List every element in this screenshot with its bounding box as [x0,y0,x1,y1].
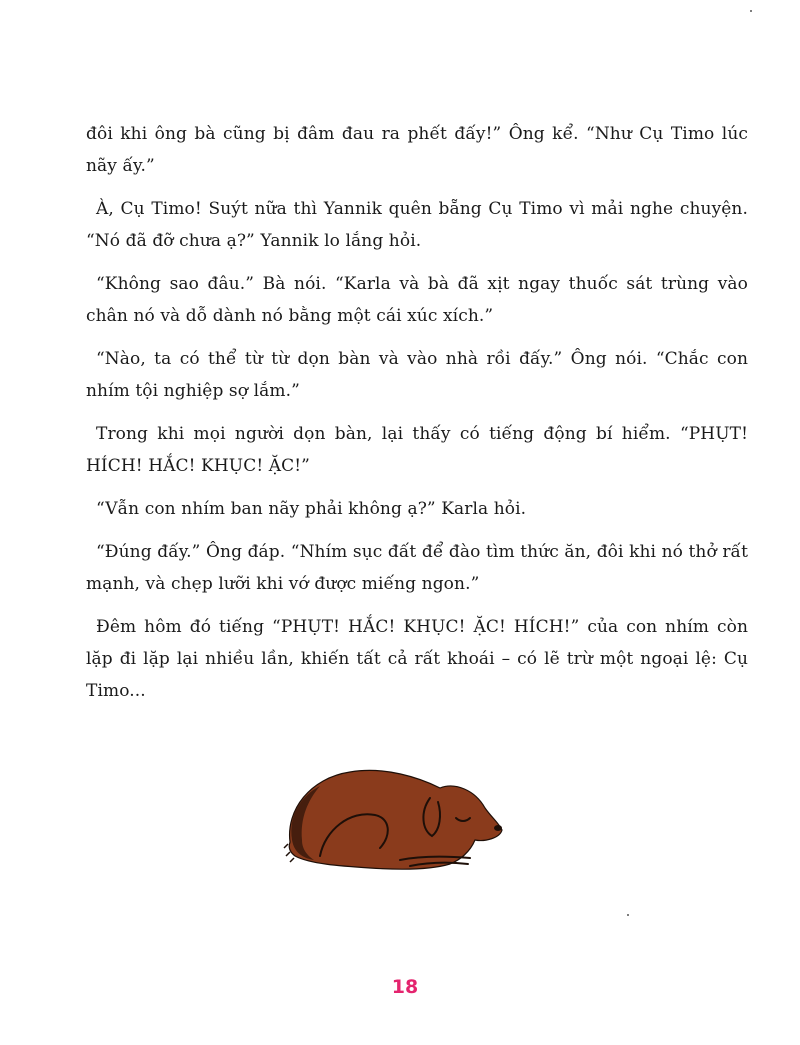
paragraph-3: “Không sao đâu.” Bà nói. “Karla và bà đã xịt ngay thuốc sát trùng vào chân nó và dỗ dành nó bằng một cái xúc xích.” [86,274,748,326]
sleeping-dog-illustration [280,760,510,880]
paragraph-1: đôi khi ông bà cũng bị đâm đau ra phết đấy!” Ông kể. “Như Cụ Timo lúc nãy ấy.” [86,124,748,176]
paragraph-4: “Nào, ta có thể từ từ dọn bàn và vào nhà rồi đấy.” Ông nói. “Chắc con nhím tội nghiệp sợ lắm.” [86,349,748,401]
page-number: 18 [391,976,419,998]
story-text [86,118,748,718]
paragraph-8: Đêm hôm đó tiếng “PHỤT! HẮC! KHỤC! ẶC! HÍCH!” của con nhím còn lặp đi lặp lại nhiều lần, khiến tất cả rất khoái – có lẽ trừ một ngoại lệ: Cụ Timo... [86,617,748,701]
dog-nose [494,825,502,831]
paragraph-7: “Đúng đấy.” Ông đáp. “Nhím sục đất để đào tìm thức ăn, đôi khi nó thở rất mạnh, và chẹp lưỡi khi vớ được miếng ngon.” [86,542,748,594]
paragraph-6: “Vẫn con nhím ban nãy phải không ạ?” Karla hỏi. [96,499,527,519]
paragraph-5: Trong khi mọi người dọn bàn, lại thấy có tiếng động bí hiểm. “PHỤT! HÍCH! HẮC! KHỤC! ẶC!” [86,424,748,476]
print-speck [750,10,752,12]
print-speck [627,914,629,916]
paragraph-2: À, Cụ Timo! Suýt nữa thì Yannik quên bẵng Cụ Timo vì mải nghe chuyện. “Nó đã đỡ chưa ạ?” Yannik lo lắng hỏi. [86,199,748,251]
